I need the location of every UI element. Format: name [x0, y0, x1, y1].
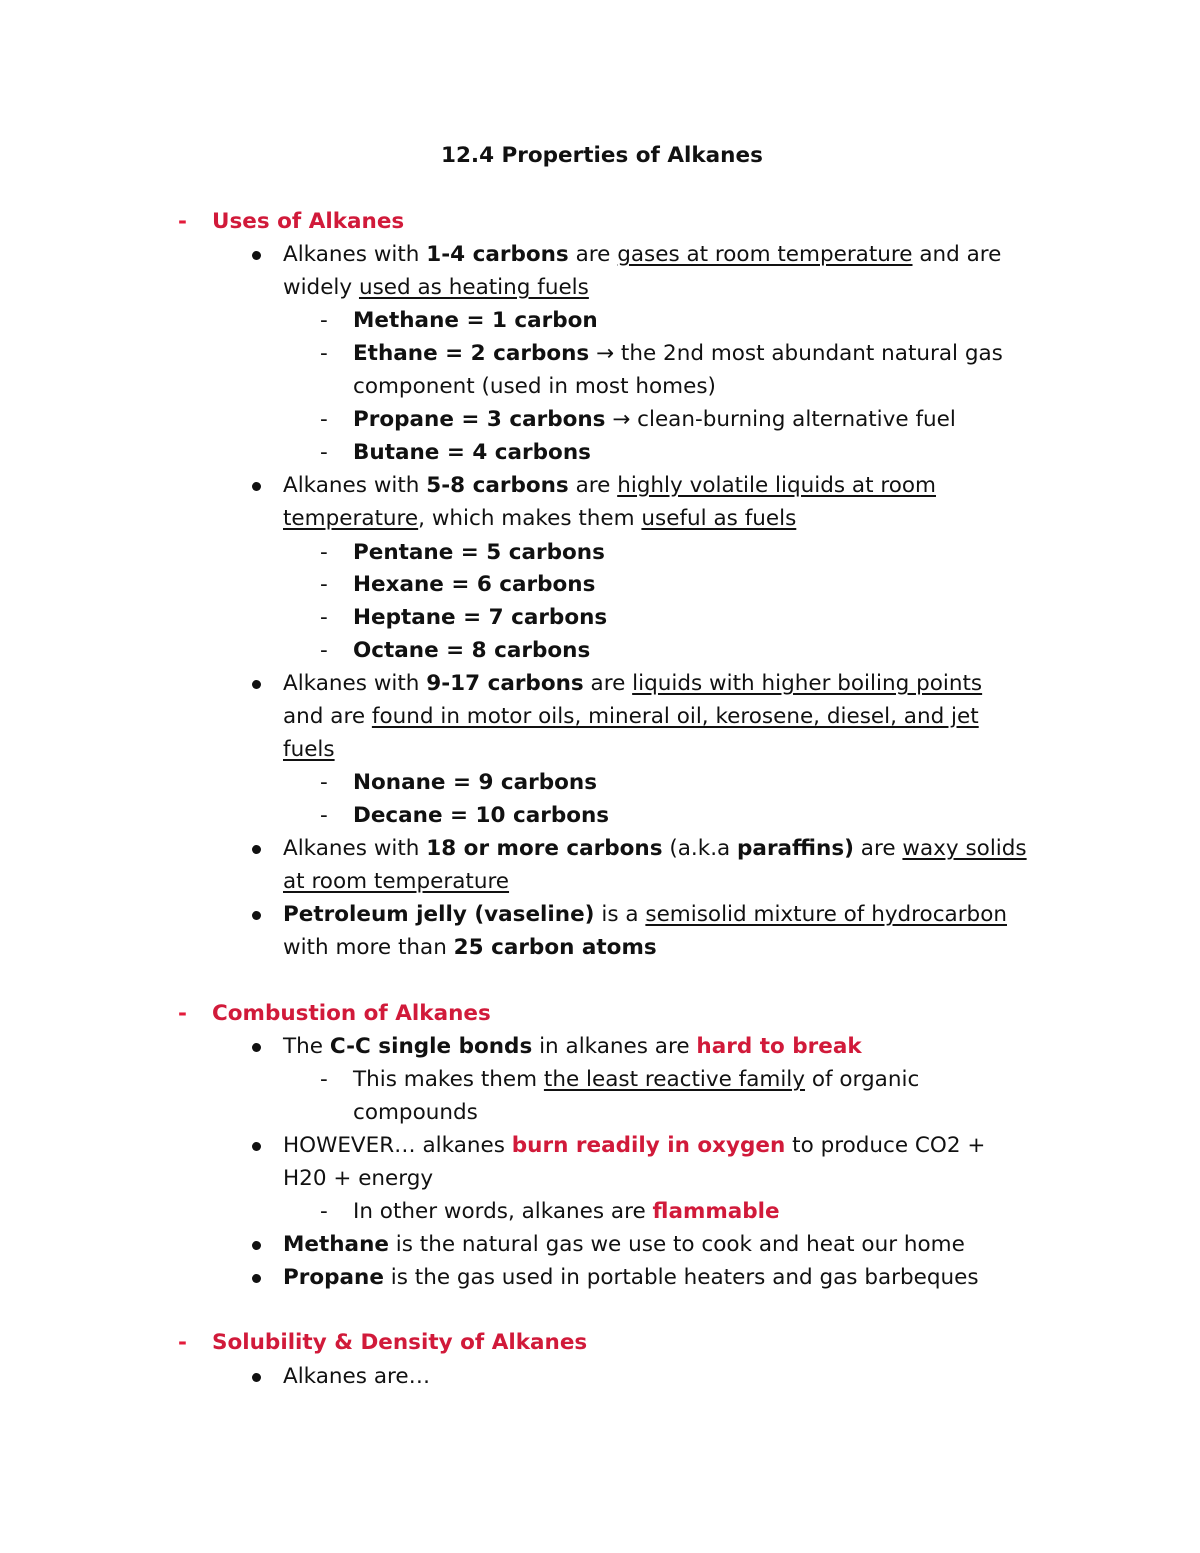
pentane-item: Pentane = 5 carbons	[353, 540, 605, 565]
page-title: 12.4 Properties of Alkanes	[441, 143, 763, 168]
combustion-bullet-2-line-2: H20 + energy	[283, 1166, 434, 1191]
ethane-item-line-2: component (used in most homes)	[353, 374, 716, 399]
uses-bullet-3-line-1: Alkanes with 9-17 carbons are liquids with higher boiling points	[283, 671, 983, 696]
bullet-dot	[252, 1142, 261, 1151]
bullet-dot	[252, 251, 261, 260]
methane-item: Methane = 1 carbon	[353, 308, 598, 333]
uses-bullet-4-line-2: at room temperature	[283, 869, 510, 894]
uses-bullet-5-line-1: Petroleum jelly (vaseline) is a semisolid mixture of hydrocarbon	[283, 902, 1007, 927]
sub-dash: -	[320, 770, 328, 795]
heptane-item: Heptane = 7 carbons	[353, 605, 608, 630]
bullet-dot	[252, 482, 261, 491]
sub-dash: -	[320, 540, 328, 565]
bullet-dot	[252, 1373, 261, 1382]
combustion-bullet-3: Methane is the natural gas we use to cook and heat our home	[283, 1232, 965, 1257]
uses-bullet-1-line-1: Alkanes with 1-4 carbons are gases at room temperature and are	[283, 242, 1002, 267]
bullet-dot	[252, 911, 261, 920]
sub-dash: -	[320, 1199, 328, 1224]
sub-dash: -	[320, 638, 328, 663]
section-dash: -	[178, 1330, 187, 1355]
arrow-icon: →	[596, 341, 615, 366]
arrow-icon: →	[612, 407, 631, 432]
section-dash: -	[178, 209, 187, 234]
combustion-sub-1-line-1: This makes them the least reactive family of organic	[353, 1067, 920, 1092]
combustion-sub-2: In other words, alkanes are flammable	[353, 1199, 780, 1224]
section-heading-uses: Uses of Alkanes	[212, 209, 405, 234]
sub-dash: -	[320, 407, 328, 432]
uses-bullet-3-line-3: fuels	[283, 737, 335, 762]
sub-dash: -	[320, 440, 328, 465]
bullet-dot	[252, 845, 261, 854]
uses-bullet-2-line-2: temperature, which makes them useful as fuels	[283, 506, 797, 531]
combustion-bullet-2-line-1: HOWEVER… alkanes burn readily in oxygen to produce CO2 +	[283, 1133, 986, 1158]
butane-item: Butane = 4 carbons	[353, 440, 591, 465]
sub-dash: -	[320, 605, 328, 630]
sub-dash: -	[320, 341, 328, 366]
bullet-dot	[252, 1274, 261, 1283]
uses-bullet-5-line-2: with more than 25 carbon atoms	[283, 935, 657, 960]
section-heading-combustion: Combustion of Alkanes	[212, 1001, 491, 1026]
combustion-bullet-4: Propane is the gas used in portable heaters and gas barbeques	[283, 1265, 979, 1290]
sub-dash: -	[320, 308, 328, 333]
hexane-item: Hexane = 6 carbons	[353, 572, 596, 597]
bullet-dot	[252, 680, 261, 689]
octane-item: Octane = 8 carbons	[353, 638, 591, 663]
section-dash: -	[178, 1001, 187, 1026]
uses-bullet-2-line-1: Alkanes with 5-8 carbons are highly volatile liquids at room	[283, 473, 936, 498]
uses-bullet-1-line-2: widely used as heating fuels	[283, 275, 589, 300]
uses-bullet-4-line-1: Alkanes with 18 or more carbons (a.k.a paraffins) are waxy solids	[283, 836, 1027, 861]
sub-dash: -	[320, 803, 328, 828]
bullet-dot	[252, 1043, 261, 1052]
combustion-sub-1-line-2: compounds	[353, 1100, 478, 1125]
sub-dash: -	[320, 1067, 328, 1092]
bullet-dot	[252, 1241, 261, 1250]
solubility-bullet-1: Alkanes are…	[283, 1364, 431, 1389]
ethane-item: Ethane = 2 carbons → the 2nd most abundant natural gas	[353, 341, 1003, 366]
uses-bullet-3-line-2: and are found in motor oils, mineral oil, kerosene, diesel, and jet	[283, 704, 979, 729]
section-heading-solubility: Solubility & Density of Alkanes	[212, 1330, 588, 1355]
decane-item: Decane = 10 carbons	[353, 803, 610, 828]
propane-item: Propane = 3 carbons → clean-burning alternative fuel	[353, 407, 956, 432]
nonane-item: Nonane = 9 carbons	[353, 770, 598, 795]
sub-dash: -	[320, 572, 328, 597]
combustion-bullet-1: The C-C single bonds in alkanes are hard to break	[283, 1034, 862, 1059]
